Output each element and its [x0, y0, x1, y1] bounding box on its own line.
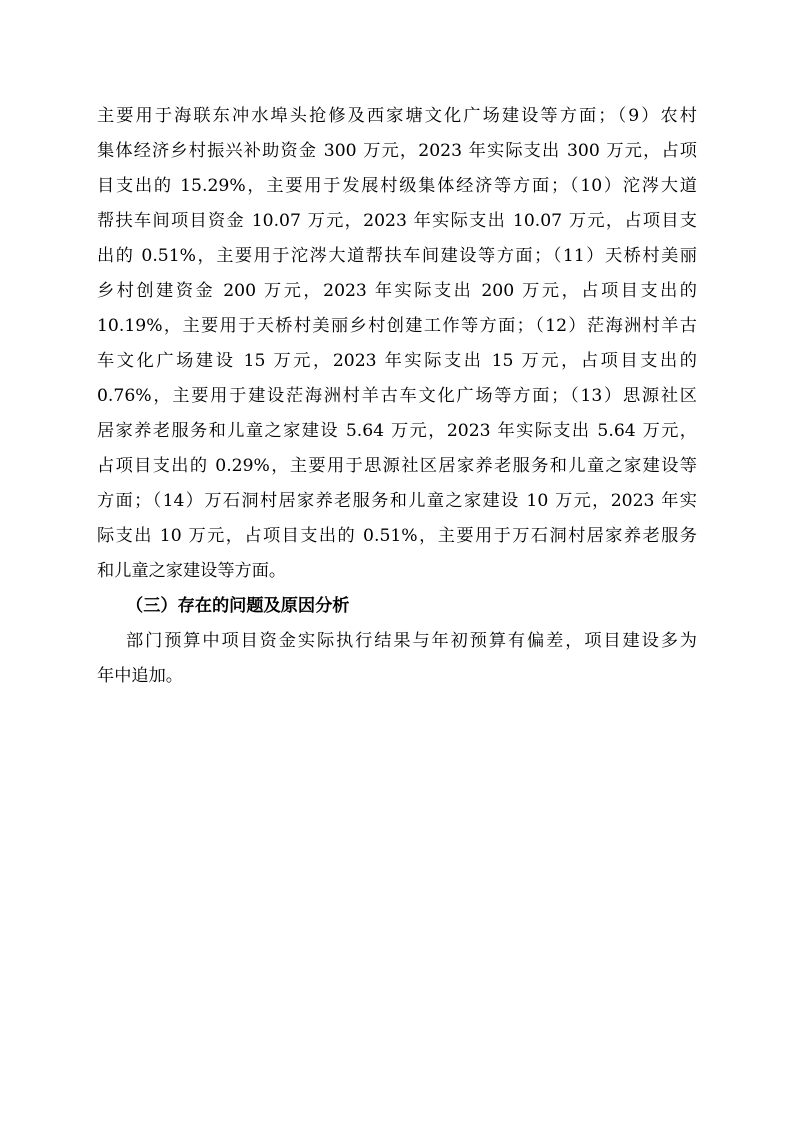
- body-line-2: 集体经济乡村振兴补助资金 300 万元，2023 年实际支出 300 万元，占项: [97, 141, 697, 161]
- body-line-12: 方面；（14）万石洞村居家养老服务和儿童之家建设 10 万元，2023 年实: [97, 491, 697, 511]
- body-line-1: 主要用于海联东冲水埠头抢修及西家塘文化广场建设等方面；（9）农村: [97, 106, 697, 126]
- body-line-6: 乡村创建资金 200 万元，2023 年实际支出 200 万元，占项目支出的: [97, 281, 697, 301]
- body-line-4: 帮扶车间项目资金 10.07 万元，2023 年实际支出 10.07 万元，占项目支: [97, 211, 697, 231]
- body-line-14: 和儿童之家建设等方面。: [97, 561, 287, 581]
- section-heading: （三）存在的问题及原因分析: [126, 596, 350, 616]
- section-line-2: 年中追加。: [97, 666, 183, 686]
- body-line-3: 目支出的 15.29%，主要用于发展村级集体经济等方面；（10）沱涔大道: [97, 176, 697, 196]
- body-line-9: 0.76%，主要用于建设茫海洲村羊古车文化广场等方面；（13）思源社区: [97, 386, 697, 406]
- body-line-13: 际支出 10 万元，占项目支出的 0.51%，主要用于万石洞村居家养老服务: [97, 526, 697, 546]
- body-line-10: 居家养老服务和儿童之家建设 5.64 万元，2023 年实际支出 5.64 万元，: [97, 421, 697, 441]
- body-line-11: 占项目支出的 0.29%，主要用于思源社区居家养老服务和儿童之家建设等: [97, 456, 697, 476]
- body-line-5: 出的 0.51%，主要用于沱涔大道帮扶车间建设等方面；（11）天桥村美丽: [97, 246, 697, 266]
- section-line-1: 部门预算中项目资金实际执行结果与年初预算有偏差，项目建设多为: [126, 631, 697, 651]
- body-line-7: 10.19%，主要用于天桥村美丽乡村创建工作等方面；（12）茫海洲村羊古: [97, 316, 697, 336]
- body-line-8: 车文化广场建设 15 万元，2023 年实际支出 15 万元，占项目支出的: [97, 351, 697, 371]
